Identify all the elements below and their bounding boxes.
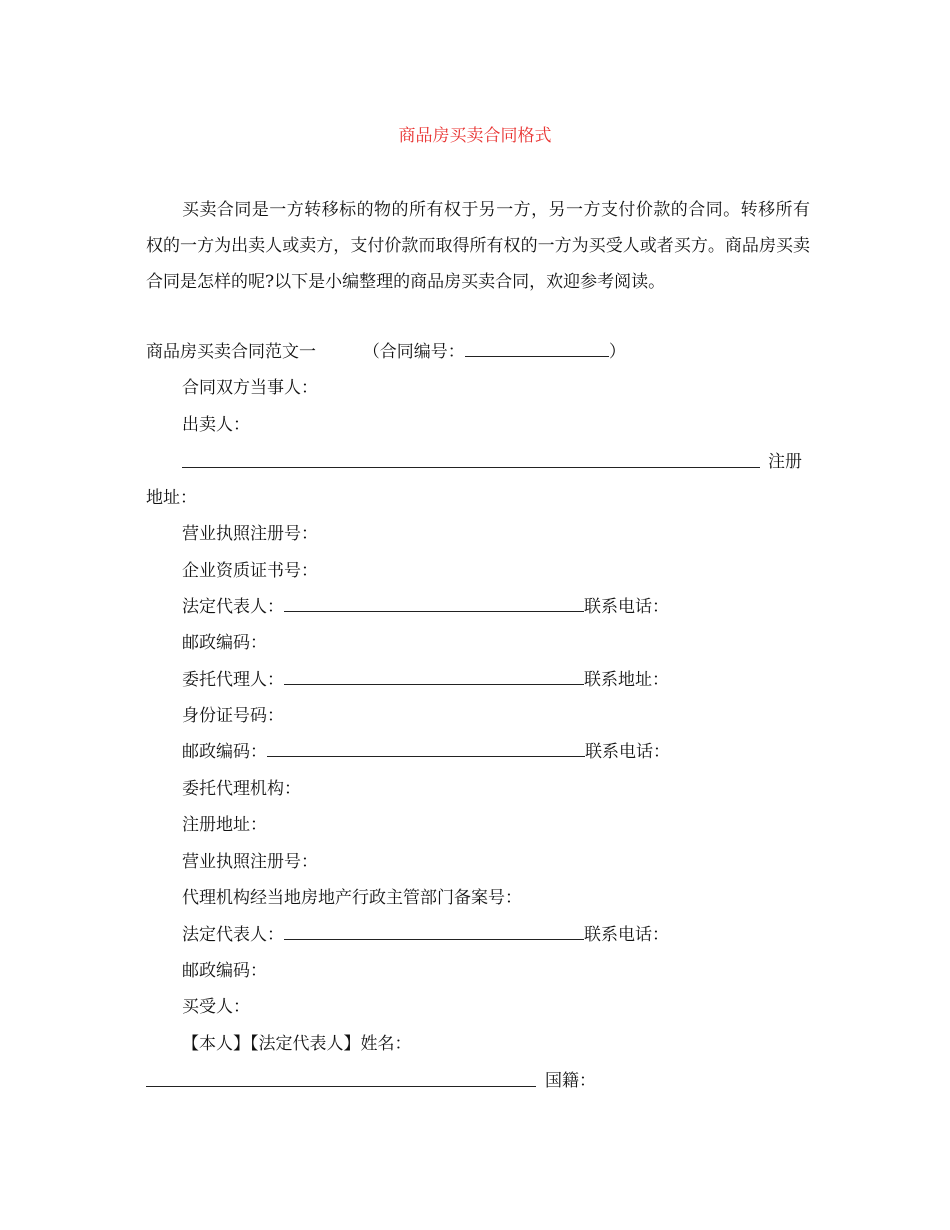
legal-rep2-line — [182, 923, 669, 947]
agent-field[interactable] — [284, 668, 584, 685]
agent-label: 委托代理人： — [182, 670, 284, 690]
seller-label: 出卖人： — [182, 415, 250, 435]
reg-address-label: 注册地址： — [182, 815, 267, 835]
legal-rep-label: 法定代表人： — [182, 597, 284, 617]
document-title: 商品房买卖合同格式 — [398, 126, 552, 146]
contact-address-label: 联系地址： — [584, 670, 669, 690]
postcode2-label: 邮政编码： — [182, 742, 267, 762]
license-number2-label: 营业执照注册号： — [182, 852, 318, 872]
seller-name-field[interactable] — [182, 467, 760, 468]
postcode2-line — [182, 740, 670, 764]
intro-paragraph: 买卖合同是一方转移标的物的所有权于另一方，另一方支付价款的合同。转移所有权的一方为出卖人或卖方，支付价款而取得所有权的一方为买受人或者买方。商品房买卖合同是怎样的呢?以下是小编整理的商品房买卖合同，欢迎参考阅读。 — [146, 200, 810, 292]
postcode2-field[interactable] — [267, 740, 585, 757]
qualification-number-label: 企业资质证书号： — [182, 561, 318, 581]
nationality-label: 国籍： — [545, 1071, 596, 1091]
reg-address-label-part2: 地址： — [146, 488, 197, 508]
buyer-name-label: 【本人】【法定代表人】姓名： — [182, 1034, 412, 1054]
contact-phone3-label: 联系电话： — [584, 925, 669, 945]
sample-title-line — [146, 340, 626, 364]
buyer-label: 买受人： — [182, 997, 250, 1017]
sample-title: 商品房买卖合同范文一 — [146, 342, 316, 362]
legal-rep-field[interactable] — [284, 595, 584, 612]
agent-line — [182, 668, 669, 692]
contract-number-label: （合同编号： — [362, 342, 465, 362]
agency-record-label: 代理机构经当地房地产行政主管部门备案号： — [182, 888, 522, 908]
id-number-label: 身份证号码： — [182, 706, 284, 726]
parties-label: 合同双方当事人： — [182, 378, 318, 398]
postcode-label: 邮政编码： — [182, 633, 267, 653]
buyer-name-field[interactable] — [146, 1086, 536, 1087]
legal-rep2-field[interactable] — [284, 923, 584, 940]
contact-phone2-label: 联系电话： — [585, 742, 670, 762]
contract-number-close: ） — [608, 342, 626, 362]
license-number-label: 营业执照注册号： — [182, 524, 318, 544]
contact-phone-label: 联系电话： — [584, 597, 669, 617]
contract-number-field[interactable] — [465, 340, 609, 357]
legal-rep-line — [182, 595, 669, 619]
postcode3-label: 邮政编码： — [182, 961, 267, 981]
legal-rep2-label: 法定代表人： — [182, 925, 284, 945]
agency-label: 委托代理机构： — [182, 779, 301, 799]
reg-address-label-part1: 注册 — [768, 452, 802, 472]
